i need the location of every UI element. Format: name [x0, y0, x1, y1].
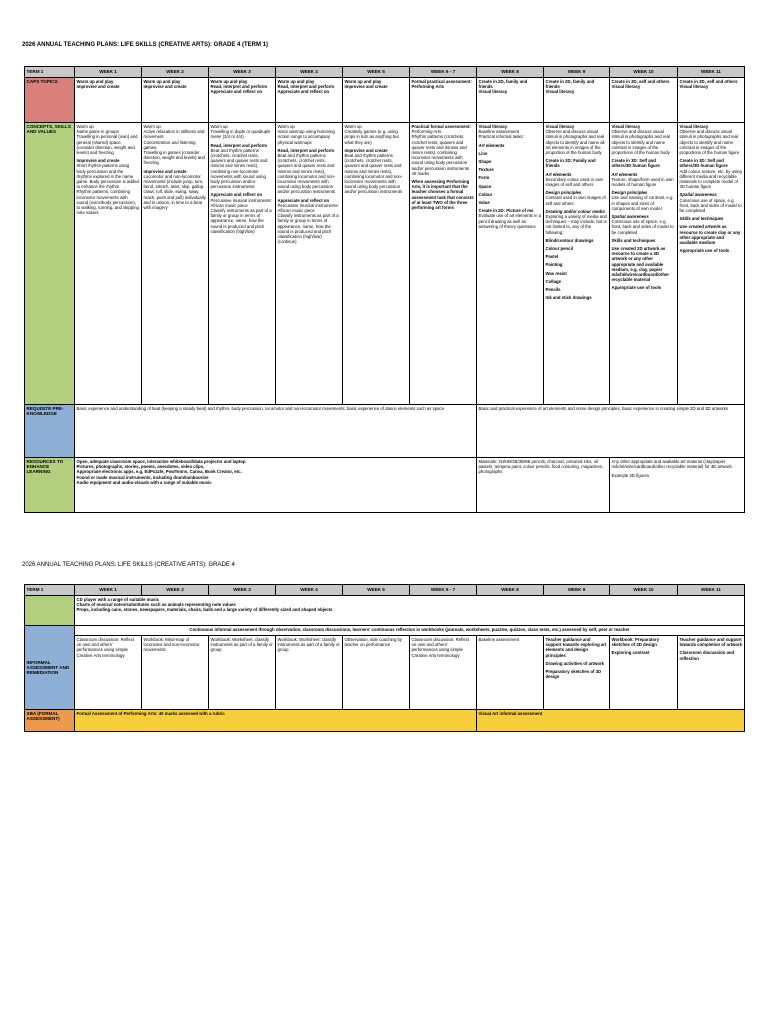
concept-line: Use created 2D artwork as resource to create a 3D artwork or any other appropriate and available medium, e.g. clay, papier mâché/wire/cardboard/other recyclable material [611, 246, 670, 283]
informal-line: Workbook: Mind-map of locomotor and non-locomotor movements [143, 637, 200, 653]
caps-line: Improvise and create [143, 84, 187, 90]
caps-line: Create in 2D, family and friends [478, 79, 528, 90]
concept-line: Ink and stick drawings [545, 295, 592, 301]
caps-line: Warm up and play [277, 79, 315, 84]
concept-line: Spatial awareness [679, 192, 717, 198]
resource-item: CD player with a range of suitable music [76, 597, 160, 602]
concept-line: Practical informal tasks: [478, 134, 524, 140]
informal-cell [410, 636, 477, 710]
concept-line: Baseline assessment [478, 129, 520, 135]
week-header: WEEK 10 [610, 585, 678, 596]
concept-line: Visual literacy [679, 124, 709, 129]
concept-line: Improvise and create [143, 168, 187, 174]
resources-left [75, 458, 477, 513]
resource-item: Appropriate electronic apps, e.g. EdPuzzle, PowToons, Canva, Book Creator, etc. [76, 469, 242, 475]
concept-line: Create in 3D: Self and others/3D human figure [611, 158, 660, 169]
concept-line: 40 marks [411, 170, 430, 176]
term-header: TERM 1 [25, 67, 75, 78]
concept-line: Colour [478, 191, 493, 197]
concept-line: Appreciate and reflect on [277, 197, 330, 203]
concept-line: Texture [478, 167, 494, 173]
concept-line: Beat and rhythm patterns (crotchets, crotchet rests, quavers and quaver rests and minims and minim rests), combining locomotor and non-locomotor movements with sound using body percussion and/or percussion instruments [277, 153, 336, 195]
informal-line: Observation, side coaching by teacher on performance [344, 637, 403, 648]
concept-line: Contrast used in own images of self and others [545, 195, 606, 206]
concepts-cell [343, 123, 410, 405]
week-header: WEEK 3 [209, 67, 276, 78]
caps-line: Visual literacy [478, 89, 508, 95]
caps-cell [209, 78, 276, 123]
caps-line: Improvise and create [76, 84, 120, 90]
concept-line: Practical formal assessment: [411, 124, 471, 129]
concept-line: Beat and rhythm patterns (crotchets, crotchet rests, quavers and quaver rests and minims and minim rests), combining locomotor and non-locomotor movements with sound using body percussion and/or percussion instruments [344, 153, 403, 195]
concepts-row [25, 123, 745, 405]
concept-line: Drawing and/or colour media [545, 208, 605, 214]
knowledge-left: Basic experience and understanding of beat (keeping a steady beat) and rhythm, body percussion, locomotor and non-locomotor movements, basic experience of dance elements such as space [75, 405, 477, 458]
concepts-cell [209, 123, 276, 405]
informal-line: Workbook: Worksheet: classify instruments as part of a family or group [277, 637, 340, 653]
knowledge-right: Basic and practical experience of art elements and some design principles, basic experience in creating simple 2D and 3D artworks [477, 405, 745, 458]
caps-cell [75, 78, 142, 123]
concept-line: Painting [545, 262, 563, 268]
week-header: WEEK 4 [276, 67, 343, 78]
concepts-cell [610, 123, 678, 405]
informal-cell [544, 636, 610, 710]
concepts-cell [75, 123, 142, 405]
concept-line: Warm up [143, 124, 161, 129]
concept-line: Shape [478, 159, 492, 165]
resources-label: RESOURCES TO ENHANCE LEARNING [25, 458, 75, 513]
week-header: WEEK 2 [142, 67, 209, 78]
week-header: WEEK 10 [610, 67, 678, 78]
informal-line: Baseline assessment [478, 637, 520, 642]
concept-line: Design principles [545, 190, 582, 196]
informal-cell [477, 636, 544, 710]
concepts-cell [276, 123, 343, 405]
caps-line: Visual literacy [611, 84, 641, 90]
resource-item: Open, adequate classroom space, interactive whiteboard/data projector and laptop [76, 459, 246, 464]
informal-cell [678, 636, 745, 710]
header-row [25, 585, 745, 596]
concepts-cell [410, 123, 477, 405]
concept-line: Name game in groups [76, 129, 119, 135]
week-header: WEEK 9 [544, 585, 610, 596]
concept-line: Travelling in personal (own) and general (shared) space, [76, 134, 138, 145]
concept-line: Exploring a variety of media and techniques – may include, but is not limited to, any of the following: [545, 214, 607, 235]
concept-line: Classify instruments as part of a family or group in terms of appearance, name, how the sound is produced and pitch classification (high/low) (continue) [277, 213, 339, 245]
concept-line: Beat and rhythm patterns (crotchets, crotchet rests, quavers and quaver rests and minims and minim rests), combining non-locomotor movements with sound using body percussion and/or percussion instruments [210, 147, 268, 190]
concepts-cell [544, 123, 610, 405]
caps-line: Create in 3D, self and others [611, 79, 670, 84]
sba-label: SBA (FORMAL ASSESSMENT) [25, 710, 75, 732]
concept-line: Visual literacy [545, 124, 575, 129]
concepts-cell [477, 123, 544, 405]
caps-label: CAPS TOPICS [25, 78, 75, 123]
caps-line: Warm up and play [143, 79, 181, 84]
concept-line: Rhythm patterns (crotchets, crotchet rests, quavers and quaver rests and minims and minim rests), combining locomotor movements with sound using body percussion and/or percussion instruments [411, 134, 470, 171]
concept-line: Conscious use of space, e.g. front, back and sides of model to be completed [679, 197, 742, 214]
informal-cell [610, 636, 678, 710]
caps-line: Visual literacy [679, 84, 709, 90]
week-header: WEEK 1 [75, 585, 142, 596]
informal-line: Workbook: Worksheet: classify instruments as part of a family or group [210, 637, 273, 653]
informal-line: Classroom discussion: Reflect on own and others' performances using simple Creative Arts terminology [411, 637, 470, 658]
concept-line: Rhythm patterns, combining locomotor movements with sound (voice/body percussion), to walking, running, and skipping [76, 189, 139, 211]
concept-line: Improvise and create [344, 147, 388, 153]
resources-mid: Materials: 2H/HB/2B/3B/6B pencils, charcoal, coloured inks, oil pastels, tempera paint, colour pencils, food colouring, magazines, photographs [477, 458, 610, 513]
informal-banner: Continuous informal assessment through observation, classroom discussions, learners' continuous reflection in workbooks (journals, worksheets, puzzles, quizzes, class tests, etc.) assessed by self, peer or teacher [75, 626, 745, 636]
resource-item: Charts of musical notes/substitutes such as animals representing note values [76, 602, 236, 608]
caps-cell [142, 78, 209, 123]
concept-line: Creativity games (e.g. using props in turn as anything but what they are) [344, 129, 399, 145]
informal-line: Classroom discussion and reflection [679, 650, 735, 661]
concept-line: note values [76, 210, 99, 216]
concept-line: Design principles [611, 190, 648, 196]
concept-line: Warm up [344, 124, 362, 129]
resource-item: Props, including cans, stones, newspapers, materials, chairs, balls and a large variety of differently sized and shaped objects [76, 607, 333, 613]
caps-line: Create in 3D, self and others [679, 79, 738, 84]
concept-line: Warm up [210, 124, 228, 129]
resources-right [610, 458, 745, 513]
informal-line: Classroom discussion: Reflect on own and others' performances using simple Creative Arts terminology [76, 637, 135, 658]
caps-cell [544, 78, 610, 123]
informal-cell [343, 636, 410, 710]
resource-item: Pictures, photographs, stories, poems, anecdotes, video clips, [76, 464, 205, 470]
informal-label: INFORMAL ASSESSMENT AND REMEDIATION [25, 626, 75, 710]
caps-cell [678, 78, 745, 123]
resource-item: Any other appropriate and available art material (clay/papier mâché/wire/cardboard/other recyclable material) for 3D artwork. [611, 459, 733, 470]
concept-line: Observe and discuss visual stimuli in photographs and real objects to identify and name contrast in images of the proportions of the human body [611, 129, 671, 156]
caps-line: Visual literacy [545, 89, 575, 95]
concept-line: Observe and discuss visual stimuli in photographs and real objects to identify and name contrast in images of the proportions of the human figure [679, 129, 740, 156]
week-header: WEEK 3 [209, 585, 276, 596]
concepts-cell [142, 123, 209, 405]
concept-line: Add colour, texture, etc. by using different media and recyclable materials to complete model of 3D human figure [679, 168, 742, 190]
concept-line: Create in 3D: Self and others/3D human figure [679, 158, 728, 169]
concept-line: Voice warmup using humming [277, 129, 335, 135]
caps-line: Appreciate and reflect on [277, 89, 330, 95]
concept-line: Improvise and create [76, 158, 120, 164]
concepts-label: CONCEPTS, SKILLS AND VALUES [25, 123, 75, 405]
concept-line: Art elements [611, 171, 638, 177]
week-header: WEEK 4 [276, 585, 343, 596]
concept-line: Secondary colour used in own images of self and others [545, 176, 604, 188]
page-title: 2026 ANNUAL TEACHING PLANS: LIFE SKILLS (CREATIVE ARTS): GRADE 4 (TERM 1) [22, 42, 269, 48]
knowledge-label: REQUISITE PRE-KNOWLEDGE [25, 405, 75, 458]
sba-row [25, 710, 745, 732]
concept-line: Short rhythm patterns using body percussion and the rhythms explored in the name game. Body percussion is added to enhance the rhythm [76, 163, 139, 190]
concept-line: Use and naming of contrast, e.g. in shapes and sizes of components of own model [611, 195, 674, 211]
concept-line: Conscious use of space, e.g. front, back and sides of model to be completed [611, 219, 674, 235]
concept-line: Action songs to accompany physical warmups [277, 134, 331, 145]
concept-line: Travelling in games (consider direction, weight and levels) and freezing [143, 150, 205, 166]
knowledge-row [25, 405, 745, 458]
week-header: WEEK 9 [544, 67, 610, 78]
concept-line: (consider direction, weight and levels) and freezing [76, 144, 135, 156]
caps-line: Appreciate and reflect on [210, 89, 263, 95]
caps-cell [477, 78, 544, 123]
informal-line: Drawing activities of artwork [545, 660, 605, 666]
concept-line: Skills and techniques [679, 216, 724, 222]
week-header: WEEK 1 [75, 67, 142, 78]
concept-line: Collage [545, 278, 562, 284]
concept-line: Value [478, 200, 490, 206]
informal-line: Teacher guidance and support towards completion of artwork [679, 637, 743, 648]
resources-cont [75, 596, 745, 626]
header-row [25, 67, 745, 78]
caps-line: Warm up and play [210, 79, 248, 84]
concept-line: Percussive musical instruments: African music piece [277, 202, 339, 214]
concepts-cell [678, 123, 745, 405]
concept-line: Locomotor and non-locomotor movements (include jump, turn, bend, stretch, twist, skip, gallop, crawl, roll, slide, swing, sway, reach, push and pull) individually and in unison, in time to a beat with imagery [143, 173, 206, 211]
concept-line: When assessing Performing Arts, it is important that the teacher chooses a formal assessment task that consists of at least TWO of the three performing art forms [411, 179, 474, 211]
informal-row [25, 636, 745, 710]
week-header: WEEK 11 [678, 67, 745, 78]
concept-line: Pencils [545, 287, 561, 293]
concept-line: Concentration and listening games. [143, 139, 196, 150]
week-header: WEEK 6 - 7 [410, 67, 477, 78]
sba-left: Formal Assessment of Performing Arts: 40 marks assessed with a rubric [75, 710, 477, 732]
informal-cell [209, 636, 276, 710]
concept-line: Read, interpret and perform [277, 147, 335, 153]
informal-line: Exploring contrast [611, 650, 650, 656]
informal-line: Teacher guidance and support towards exploring art elements and design principles [545, 637, 607, 658]
term1-table [24, 66, 745, 513]
concept-line: Visual literacy [478, 124, 508, 129]
concept-line: Create in 2D: Family and friends [545, 158, 596, 169]
concept-line: Space [478, 183, 492, 189]
week-header: WEEK 8 [477, 67, 544, 78]
concept-line: Wax resist [545, 270, 567, 276]
caps-cell [410, 78, 477, 123]
resource-item: Found or made musical instruments, including drum/tambourine [76, 474, 209, 480]
informal-cell [276, 636, 343, 710]
concept-line: Create in 2D: Picture of me [478, 208, 534, 214]
caps-cell [276, 78, 343, 123]
concept-line: Texture, shape/form used in own models of human figure [611, 176, 674, 188]
caps-cell [610, 78, 678, 123]
caps-line: Warm up and play [76, 79, 114, 84]
concept-line: Percussive musical instruments: African music piece [210, 197, 272, 208]
concept-line: Appropriate use of tools [611, 285, 662, 291]
concept-line: Appropriate use of tools [679, 248, 730, 254]
concept-line: Performing Arts [411, 129, 442, 135]
resources-row [25, 458, 745, 513]
concept-line: Colour pencil [545, 246, 573, 252]
concept-line: Form [478, 175, 490, 181]
caps-line: Read, interpret and perform [210, 84, 268, 90]
week-header: WEEK 11 [678, 585, 745, 596]
resource-item: Example 3D figures. [611, 473, 651, 479]
concept-line: Blind/contour drawings [545, 237, 594, 243]
concept-line: Spatial awareness [611, 214, 649, 220]
informal-cell [142, 636, 209, 710]
week-header: WEEK 8 [477, 585, 544, 596]
informal-line: Workbook: Preparatory sketches of 3D design [611, 637, 660, 648]
caps-line: Formal practical assessment: [411, 79, 472, 84]
caps-cell [343, 78, 410, 123]
caps-line: Performing Arts [411, 84, 445, 90]
caps-line: Warm up and play [344, 79, 382, 84]
concept-line: Evaluate use of art elements in a pencil drawing as well as answering of theory questions [478, 213, 542, 229]
week-header: WEEK 5 [343, 67, 410, 78]
caps-line: Improvise and create [344, 84, 388, 90]
concept-line: Skills and techniques [611, 237, 656, 243]
informal-banner-row [25, 626, 745, 636]
informal-line: Preparatory sketches of 3D design [545, 669, 602, 680]
resources-cont-label [25, 596, 75, 626]
page-title-2: 2026 ANNUAL TEACHING PLANS: LIFE SKILLS (CREATIVE ARTS): GRADE 4 [22, 562, 235, 568]
week-header: WEEK 2 [142, 585, 209, 596]
concept-line: Active relaxation in stillness and movement [143, 129, 205, 140]
caps-line: Create in 2D, family and friends [545, 79, 595, 90]
caps-line: Read, interpret and perform [277, 84, 335, 90]
week-header: WEEK 6 - 7 [410, 585, 477, 596]
concept-line: Pastel [545, 254, 559, 260]
concept-line: Travelling in duple or quadruple meter (2/4 or 4/4) [210, 129, 271, 140]
resources-cont-row [25, 596, 745, 626]
concept-line: Read, interpret and perform [210, 142, 268, 148]
caps-row [25, 78, 745, 123]
informal-cell [75, 636, 142, 710]
term-header: TERM 1 [25, 585, 75, 596]
week-header: WEEK 5 [343, 585, 410, 596]
concept-line: Art elements [478, 142, 505, 148]
concept-line: Visual literacy [611, 124, 641, 129]
concept-line: Warm up [76, 124, 94, 129]
concept-line: Line [478, 150, 488, 156]
concept-line: Art elements [545, 171, 572, 177]
concept-line: Observe and discuss visual stimuli in photographs and real objects to identify and name all art elements in images of the proportion of the human body [545, 129, 605, 156]
resource-item: Audio equipment and audio-visuals with a range of suitable music [76, 479, 212, 485]
concept-line: Use created artwork as resource to create clay or any other appropriate and available medium [679, 224, 741, 246]
concept-line: Classify instruments as part of a family or group in terms of appearance, name, how the sound is produced and pitch classification (high/low) [210, 208, 272, 234]
concept-line: Warm up [277, 124, 295, 129]
concept-line: Appreciate and reflect on [210, 192, 263, 198]
term1-table-continued [24, 584, 745, 732]
sba-right: Visual Art informal assessment [477, 710, 745, 732]
